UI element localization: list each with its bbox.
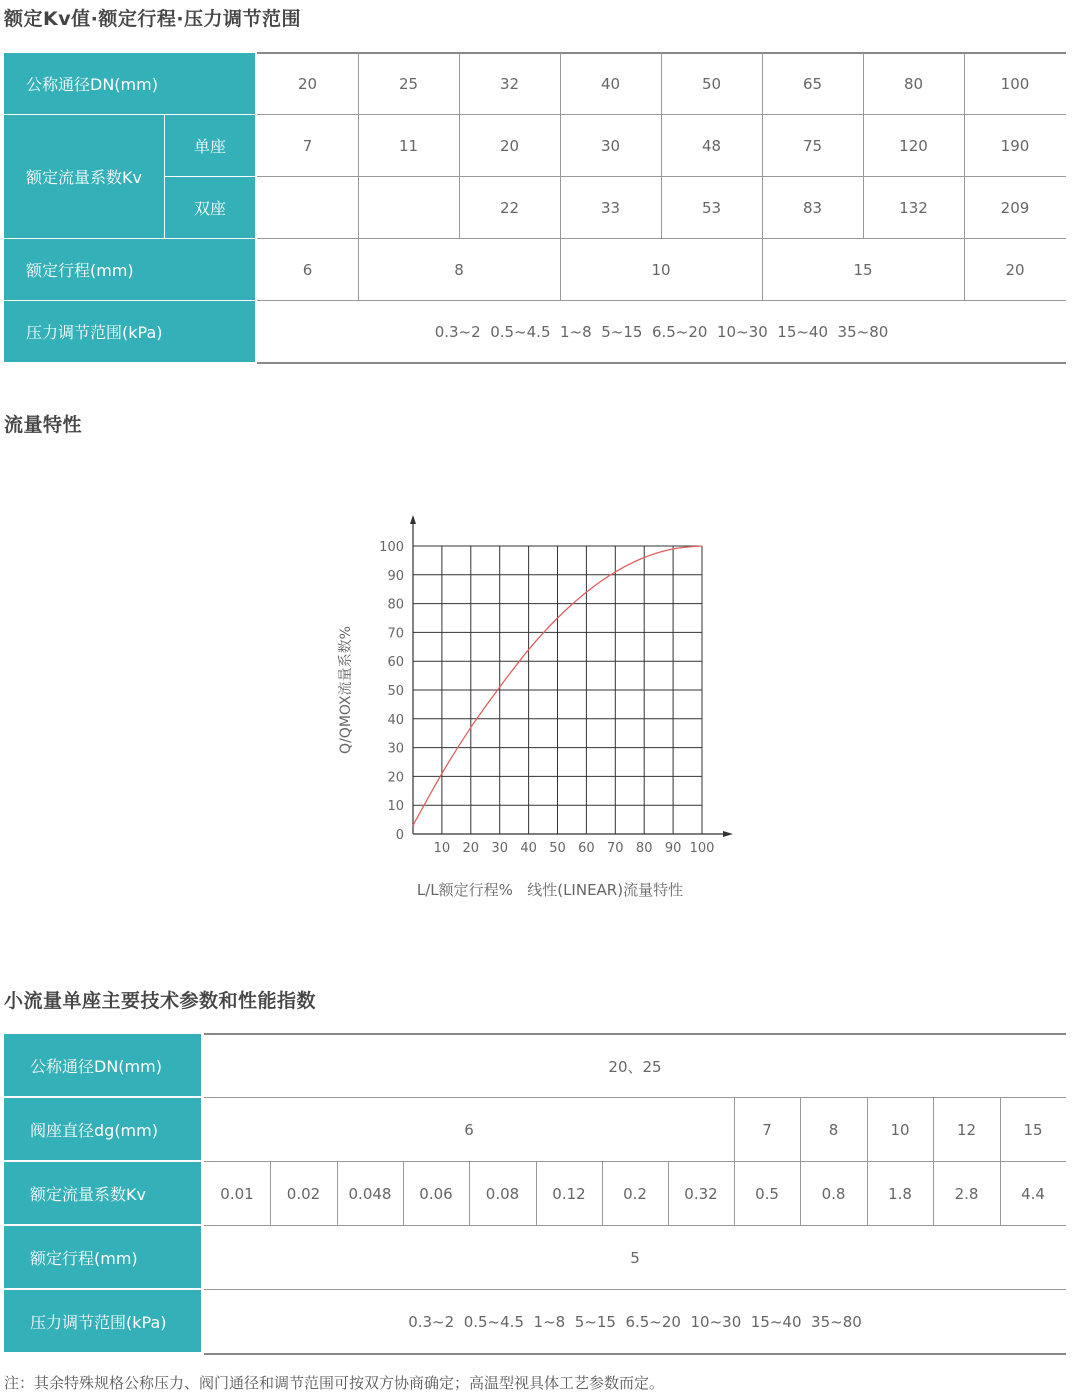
y-tick-label: 80 xyxy=(387,597,404,613)
dn-label: 公称通径DN(mm) xyxy=(4,53,255,114)
single-kv-value: 120 xyxy=(899,137,928,155)
table-border xyxy=(469,1162,470,1226)
table-border xyxy=(403,1162,404,1226)
double-seat-label: 双座 xyxy=(165,177,255,238)
x-tick-label: 30 xyxy=(491,841,508,856)
y-tick-label: 10 xyxy=(387,799,404,815)
dn-value: 65 xyxy=(802,75,823,93)
table-border xyxy=(800,1098,801,1226)
dn-value: 80 xyxy=(903,75,924,93)
x-tick-label: 80 xyxy=(635,841,653,856)
kv-value: 0.32 xyxy=(684,1185,718,1203)
table-border xyxy=(257,300,1066,301)
table-border xyxy=(734,1098,735,1226)
y-axis-arrow xyxy=(410,515,416,524)
seat-value: 10 xyxy=(890,1121,910,1139)
dn-label: 公称通径DN(mm) xyxy=(4,1034,201,1096)
kv-value: 0.8 xyxy=(821,1185,846,1203)
y-tick-label: 50 xyxy=(387,684,404,699)
table-border xyxy=(204,1161,1066,1162)
pressure-label: 压力调节范围(kPa) xyxy=(4,301,255,362)
double-kv-value: 33 xyxy=(600,199,621,217)
seat-value: 12 xyxy=(956,1121,977,1139)
kv-value: 0.12 xyxy=(552,1185,586,1203)
dn-value: 20、25 xyxy=(608,1057,662,1076)
table-border xyxy=(762,53,763,301)
x-tick-label: 50 xyxy=(549,841,566,856)
stroke-value: 8 xyxy=(454,261,464,279)
kv-value: 4.4 xyxy=(1021,1185,1045,1203)
table-border xyxy=(337,1162,338,1226)
kv-label: 额定流量系数Kv xyxy=(4,115,164,238)
stroke-label: 额定行程(mm) xyxy=(4,1226,201,1288)
x-tick-label: 90 xyxy=(664,841,682,856)
y-tick-label: 40 xyxy=(387,712,404,728)
single-seat-label: 单座 xyxy=(165,115,255,176)
chart-axes xyxy=(410,515,733,837)
seat-value: 7 xyxy=(762,1121,772,1139)
single-kv-value: 30 xyxy=(600,137,621,155)
single-kv-value: 48 xyxy=(701,137,722,155)
chart-caption: L/L额定行程% 线性(LINEAR)流量特性 xyxy=(416,881,684,899)
single-kv-value: 11 xyxy=(398,137,419,155)
single-kv-value: 20 xyxy=(499,137,520,155)
x-tick-label: 20 xyxy=(462,841,480,856)
dn-value: 32 xyxy=(499,75,520,93)
double-kv-value: 83 xyxy=(802,199,823,217)
pressure-value: 0.3~2 0.5~4.5 1~8 5~15 6.5~20 10~30 15~40 35~80 xyxy=(408,1313,862,1331)
stroke-value: 6 xyxy=(302,261,313,279)
x-tick-label: 10 xyxy=(433,841,451,856)
table-border xyxy=(863,53,864,239)
pressure-label: 压力调节范围(kPa) xyxy=(4,1290,201,1352)
y-tick-label: 60 xyxy=(387,655,404,671)
seat-value: 6 xyxy=(464,1121,474,1139)
seat-value: 15 xyxy=(1023,1121,1043,1139)
stroke-value: 10 xyxy=(651,261,671,279)
kv-value: 0.01 xyxy=(220,1185,254,1203)
seat-diameter-label: 阀座直径dg(mm) xyxy=(4,1098,201,1160)
x-tick-label: 60 xyxy=(578,841,595,856)
section3-title: 小流量单座主要技术参数和性能指数 xyxy=(4,990,317,1012)
double-kv-value: 22 xyxy=(499,199,520,217)
table-border xyxy=(867,1098,868,1226)
table-border xyxy=(204,1289,1066,1290)
x-tick-label: 40 xyxy=(520,841,537,856)
double-kv-value: 132 xyxy=(899,199,928,217)
chart-grid xyxy=(413,546,702,834)
table-border xyxy=(661,53,662,239)
y-tick-label: 70 xyxy=(387,626,404,642)
table-border xyxy=(933,1098,934,1226)
single-kv-value: 7 xyxy=(302,137,313,155)
dn-value: 40 xyxy=(600,75,621,93)
dn-value: 100 xyxy=(1000,75,1030,93)
stroke-value: 20 xyxy=(1005,261,1025,279)
y-tick-labels xyxy=(379,540,404,843)
seat-value: 8 xyxy=(828,1121,839,1139)
y-tick-label: 30 xyxy=(387,741,404,757)
y-tick-label: 20 xyxy=(387,770,404,786)
stroke-value: 15 xyxy=(853,261,873,279)
table-border xyxy=(459,53,460,239)
x-tick-labels xyxy=(434,841,715,856)
y-tick-label: 90 xyxy=(387,568,404,584)
y-tick-label: 100 xyxy=(379,540,404,555)
kv-value: 1.8 xyxy=(888,1185,912,1203)
double-kv-value xyxy=(257,177,358,239)
table-border xyxy=(204,1225,1066,1226)
section2-title: 流量特性 xyxy=(4,414,83,436)
x-axis-arrow xyxy=(723,831,733,837)
kv-value: 0.02 xyxy=(286,1185,321,1203)
kv-value: 0.06 xyxy=(419,1185,453,1203)
stroke-label: 额定行程(mm) xyxy=(4,239,255,300)
kv-value: 0.2 xyxy=(623,1185,647,1203)
dn-value: 20 xyxy=(297,75,318,93)
kv-value: 0.08 xyxy=(485,1185,520,1203)
section1-title: 额定Kv值·额定行程·压力调节范围 xyxy=(4,8,302,30)
double-kv-value: 209 xyxy=(1000,199,1030,217)
table-border xyxy=(602,1162,603,1226)
dn-value: 25 xyxy=(398,75,419,93)
table-border xyxy=(1000,1098,1001,1226)
single-kv-value: 75 xyxy=(802,137,823,155)
table-border xyxy=(270,1162,271,1226)
footnote: 注：其余特殊规格公称压力、阀门通径和调节范围可按双方协商确定；高温型视具体工艺参数而定。 xyxy=(4,1374,665,1392)
kv-value: 0.048 xyxy=(348,1185,392,1203)
table-border xyxy=(204,1033,1066,1035)
x-tick-label: 100 xyxy=(689,841,715,856)
kv-label: 额定流量系数Kv xyxy=(4,1162,201,1224)
x-tick-label: 70 xyxy=(607,841,624,856)
table-border xyxy=(964,53,965,301)
table-border xyxy=(257,362,1066,364)
dn-value: 50 xyxy=(701,75,722,93)
double-kv-value: 53 xyxy=(701,199,722,217)
table-border xyxy=(358,53,359,239)
double-kv-value xyxy=(358,177,459,239)
y-axis-label: Q/QMOX流量系数% xyxy=(338,626,354,754)
table-border xyxy=(204,1097,1066,1098)
y-tick-label: 0 xyxy=(395,828,404,843)
table-border xyxy=(358,239,359,301)
table-border xyxy=(204,1353,1066,1355)
kv-value: 2.8 xyxy=(954,1185,979,1203)
stroke-value: 5 xyxy=(630,1249,640,1267)
pressure-value: 0.3~2 0.5~4.5 1~8 5~15 6.5~20 10~30 15~40 35~80 xyxy=(434,323,889,341)
single-kv-value: 190 xyxy=(1000,137,1030,155)
table-border xyxy=(560,53,561,301)
table-border xyxy=(668,1162,669,1226)
flow-characteristic-chart xyxy=(320,505,760,905)
table-border xyxy=(536,1162,537,1226)
kv-value: 0.5 xyxy=(755,1185,779,1203)
